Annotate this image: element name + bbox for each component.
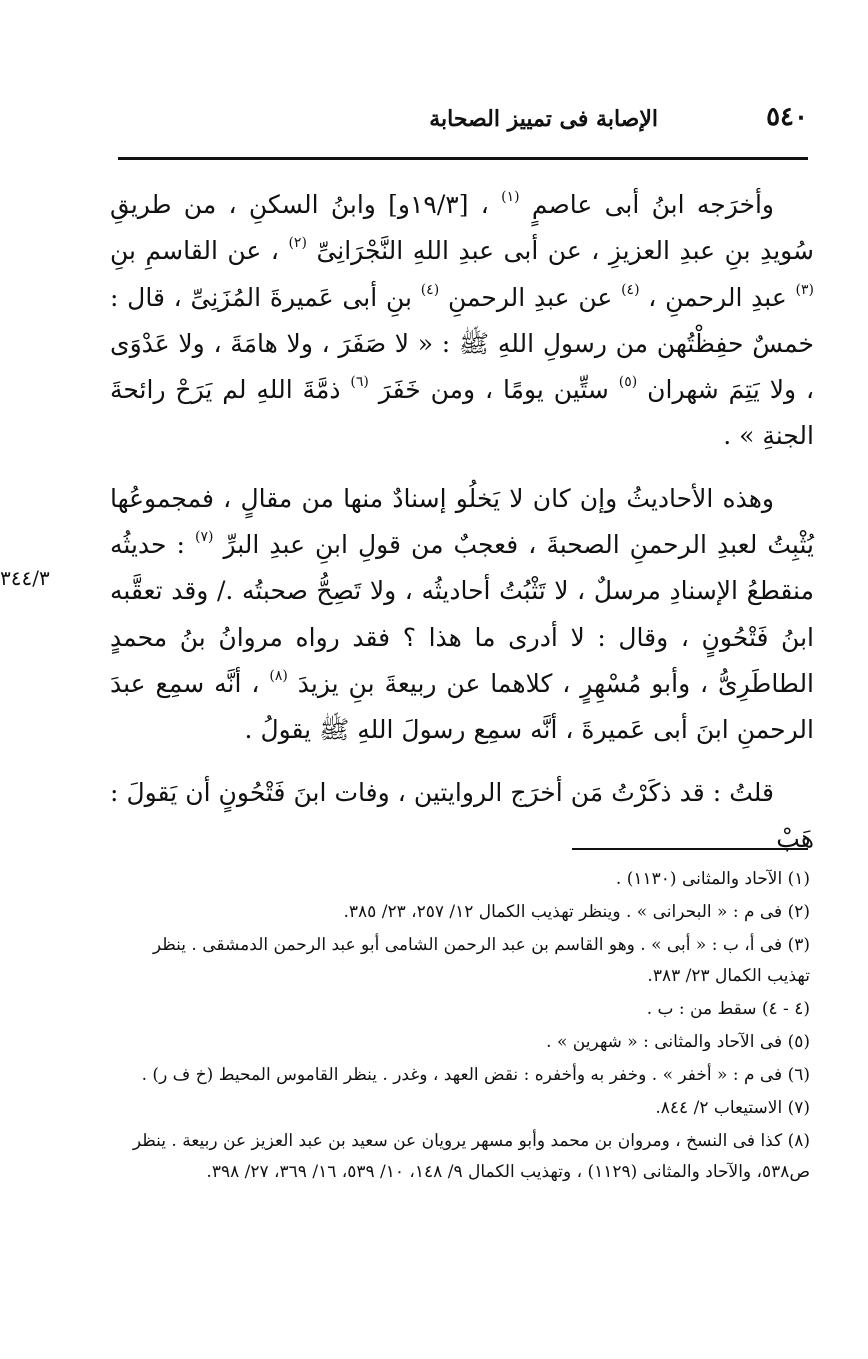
text-run: عن عبدِ الرحمنِ [447, 282, 613, 312]
footnote-3: (٣) فى أ، ب : « أبى » . وهو القاسم بن عبد الرحمن الشامى أبو عبد الرحمن الدمشقى . ينظر تهذيب الكمال ٢٣/ ٣٨٣. [152, 935, 810, 986]
footnote-ref-7: (٧) [194, 529, 214, 546]
page-header [118, 100, 808, 156]
paragraph-1 [110, 182, 814, 460]
footnote-5: (٥) فى الآحاد والمثانى : « شهرين » . [546, 1032, 810, 1052]
text-run: بنِ أبى عَميرةَ المُزَنِىِّ ، قال : خمسٌ حفِظْتُهن من رسولِ اللهِ ﷺ : « لا صَفَرَ ، ولا هامَةَ ، ولا عَدْوَى ، ولا يَتِمَ شهران [110, 282, 815, 405]
footnote-2: (٢) فى م : « البحرانى » . وينظر تهذيب الكمال ١٢/ ٢٥٧، ٢٣/ ٣٨٥. [343, 902, 810, 922]
footnote-ref-6: (٦) [350, 374, 369, 391]
footnotes [118, 864, 810, 1190]
text-run: ، أنَّه سمِع عبدَ الرحمنِ ابنَ أبى عَميرةَ ، أنَّه سمِع رسولَ اللهِ ﷺ يقولُ . [110, 668, 814, 745]
margin-reference: ٣٤٤/٣ [0, 566, 50, 590]
footnote-ref-4-start: (٤) [621, 281, 640, 298]
main-text [110, 182, 814, 878]
footnote-1: (١) الآحاد والمثانى (١١٣٠) . [615, 869, 810, 889]
text-run: ستِّين يومًا ، ومن خَفَرَ [378, 375, 609, 405]
footnote-6: (٦) فى م : « أخفر » . وخفر به وأخفره : نقض العهد ، وغدر . ينظر القاموس المحيط (خ ف ر) . [141, 1065, 810, 1085]
footnote-7: (٧) الاستيعاب ٢/ ٨٤٤. [655, 1098, 810, 1118]
footnote-rule [572, 848, 808, 850]
header-rule [118, 157, 808, 160]
footnote-ref-4-end: (٤) [420, 281, 440, 298]
text-run: وهذه الأحاديثُ وإن كان لا يَخلُو إسنادٌ منها من مقالٍ ، فمجموعُها يُثْبِتُ لعبدِ الرحمنِ الصحبةَ ، فعجبٌ من قولِ ابنِ عبدِ البرِّ [110, 483, 814, 560]
footnote-ref-3: (٣) [795, 281, 814, 298]
text-run: ، [١٩/٣و] وابنُ السكنِ ، من طريقِ سُويدِ بنِ عبدِ العزيزِ ، عن أبى عبدِ اللهِ النَّجْرَانِىِّ [110, 190, 815, 266]
footnote-ref-2: (٢) [288, 235, 307, 252]
running-title: الإصابة فى تمييز الصحابة [429, 106, 658, 132]
text-run: وأخرَجه ابنُ أبى عاصمٍ [531, 190, 774, 219]
paragraph-3: قلتُ : قد ذكَرْتُ مَن أخرَج الروايتين ، وفات ابنَ فَتْحُونٍ أن يَقولَ : هَبْ [110, 777, 814, 853]
text-run: : حديثُه منقطعُ الإسنادِ مرسلٌ ، لا تَثْبُتُ أحاديثُه ، ولا تَصِحُّ صحبتُه ./ وقد تعقَّبه ابنُ فَتْحُونٍ ، وقال : لا أدرى ما هذا ؟ فقد رواه مروانُ بنُ محمدٍ الطاطَرِىُّ ، وأبو مُسْهِرٍ ، كلاهما عن ربيعةَ بنِ يزيدَ [110, 530, 815, 698]
footnote-8: (٨) كذا فى النسخ ، ومروان بن محمد وأبو مسهر يرويان عن سعيد بن عبد العزيز عن ربيعة . ينظر ص٥٣٨، والآحاد والمثانى (١١٢٩) ، وتهذيب الكمال ٩/ ١٤٨، ١٠/ ٥٣٩، ١٦/ ٣٦٩، ٢٧/ ٣٩٨. [132, 1131, 810, 1182]
text-run: ذمَّةَ اللهِ لم يَرَحْ رائحةَ الجنةِ » . [110, 375, 814, 451]
footnote-ref-5: (٥) [618, 374, 638, 391]
text-run: ، عن القاسمِ بنِ [110, 236, 279, 266]
footnote-ref-8: (٨) [269, 667, 288, 684]
page-number: ٥٤٠ [766, 102, 808, 132]
text-run: عبدِ الرحمنِ ، [648, 282, 787, 312]
footnote-4: (٤ - ٤) سقط من : ب . [646, 999, 810, 1019]
paragraph-2 [110, 476, 814, 754]
footnote-ref-1: (١) [501, 189, 520, 205]
